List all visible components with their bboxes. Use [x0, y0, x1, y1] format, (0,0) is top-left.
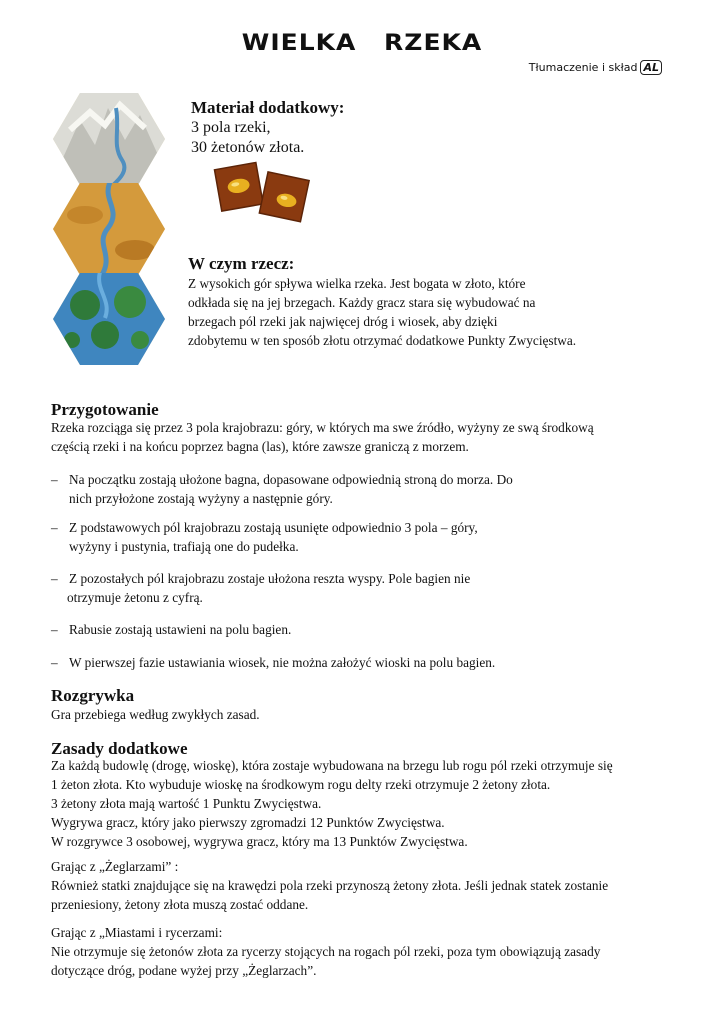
rules-line: Za każdą budowlę (drogę, wioskę), która zostaje wybudowana na brzegu lub rogu pól rzeki otrzymuje się: [51, 758, 613, 773]
rules-line: Wygrywa gracz, który jako pierwszy zgromadzi 12 Punktów Zwycięstwa.: [51, 815, 445, 830]
al-logo: AL: [640, 60, 662, 75]
river-tiles-illustration: [50, 90, 168, 368]
materials-heading: Materiał dodatkowy:: [191, 98, 345, 117]
seafarers-section: [51, 857, 671, 914]
setup-bullet: [51, 518, 651, 556]
rules-line: 1 żeton złota. Kto wybuduje wioskę na środkowym rogu delty rzeki otrzymuje 2 żetony złota.: [51, 777, 551, 792]
cities-line: Nie otrzymuje się żetonów złota za rycerzy stojących na rogach pól rzeki, poza tym obowiązują zasady: [51, 944, 601, 959]
about-line: Z wysokich gór spływa wielka rzeka. Jest bogata w złoto, które: [188, 276, 526, 291]
translator-credit: [529, 60, 662, 75]
bullet-dash: –: [51, 571, 58, 586]
bullet-dash: –: [51, 520, 58, 535]
bullet-text: wyżyny i pustynia, trafiają one do pudełka.: [69, 539, 299, 554]
setup-intro: [51, 418, 671, 456]
gameplay-heading: Rozgrywka: [51, 686, 135, 705]
rules-line: W rozgrywce 3 osobowej, wygrywa gracz, który ma 13 Punktów Zwycięstwa.: [51, 834, 468, 849]
setup-bullet: [51, 620, 651, 639]
seafarers-title: Grając z „Żeglarzami” :: [51, 859, 179, 874]
credit-text: Tłumaczenie i skład: [528, 61, 638, 74]
materials-line: 30 żetonów złota.: [191, 139, 305, 156]
about-heading: W czym rzecz:: [188, 254, 295, 273]
rules-text: [51, 756, 671, 851]
setup-intro-line: częścią rzeki i na końcu poprzez bagna (las), które zawsze graniczą z morzem.: [51, 439, 469, 454]
setup-bullet: [51, 653, 651, 672]
bullet-text: Rabusie zostają ustawieni na polu bagien.: [69, 622, 292, 637]
about-line: odkłada się na jej brzegach. Każdy gracz stara się wybudować na: [188, 295, 536, 310]
setup-bullet: [51, 470, 651, 508]
materials-line: 3 pola rzeki,: [191, 119, 271, 136]
bullet-text: Na początku zostają ułożone bagna, dopasowane odpowiednią stroną do morza. Do: [69, 472, 513, 487]
gold-tokens-illustration: [213, 158, 313, 228]
bullet-dash: –: [51, 622, 58, 637]
bullet-text: otrzymuje żetonu z cyfrą.: [67, 590, 203, 605]
about-line: brzegach pól rzeki jak najwięcej dróg i wiosek, aby dzięki: [188, 314, 498, 329]
rules-heading: Zasady dodatkowe: [51, 739, 188, 758]
bullet-dash: –: [51, 655, 58, 670]
setup-bullet: [51, 569, 651, 607]
gameplay-text: Gra przebiega według zwykłych zasad.: [51, 707, 260, 722]
page-title: WIELKA RZEKA: [241, 29, 483, 56]
highland-river-tile: [50, 180, 168, 280]
bullet-text: Z podstawowych pól krajobrazu zostają usunięte odpowiednio 3 pola – góry,: [69, 520, 478, 535]
seafarers-line: Również statki znajdujące się na krawędzi pola rzeki przynoszą żetony złota. Jeśli jednak statek zostanie: [51, 878, 609, 893]
about-text: [188, 274, 628, 350]
bullet-text: Z pozostałych pól krajobrazu zostaje ułożona reszta wyspy. Pole bagien nie: [69, 571, 471, 586]
about-line: zdobytemu w ten sposób złotu otrzymać dodatkowe Punkty Zwycięstwa.: [188, 333, 577, 348]
seafarers-line: przeniesiony, żetony złota muszą zostać oddane.: [51, 897, 309, 912]
setup-heading: Przygotowanie: [51, 400, 159, 419]
bullet-dash: –: [51, 472, 58, 487]
rules-line: 3 żetony złota mają wartość 1 Punktu Zwycięstwa.: [51, 796, 322, 811]
mountain-river-tile: [50, 90, 168, 190]
cities-title: Grając z „Miastami i rycerzami:: [51, 925, 223, 940]
bullet-text: W pierwszej fazie ustawiania wiosek, nie można założyć wioski na polu bagien.: [69, 655, 496, 670]
swamp-river-tile: [50, 270, 168, 368]
bullet-text: nich przyłożone zostają wyżyny a następnie góry.: [69, 491, 333, 506]
setup-intro-line: Rzeka rozciąga się przez 3 pola krajobrazu: góry, w których ma swe źródło, wyżyny ze swą środkową: [51, 420, 594, 435]
cities-line: dotyczące dróg, podane wyżej przy „Żeglarzach”.: [51, 963, 317, 978]
cities-section: [51, 923, 671, 980]
